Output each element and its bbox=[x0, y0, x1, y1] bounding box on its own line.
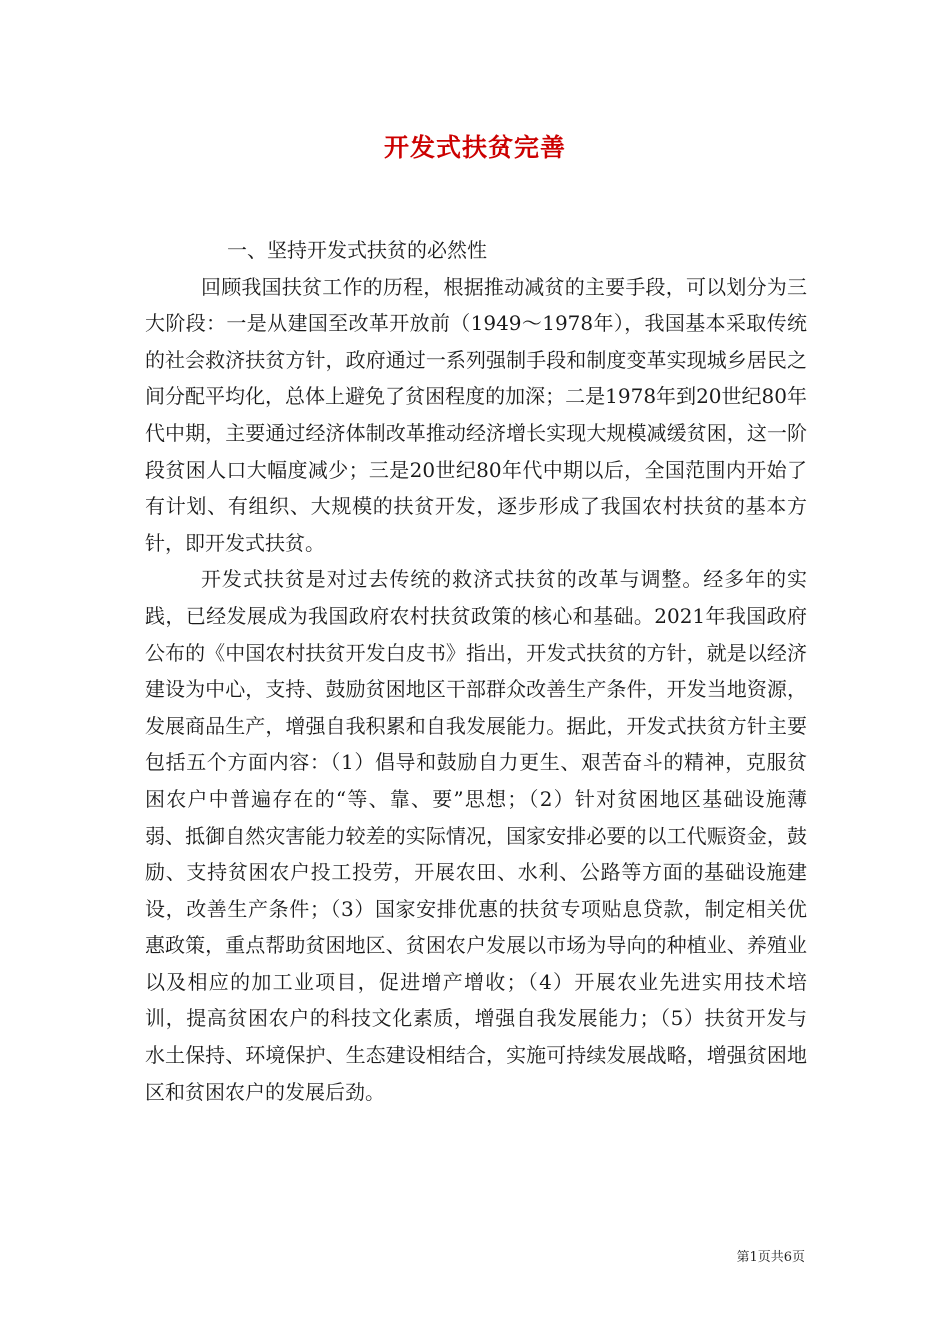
paragraph-1: 回顾我国扶贫工作的历程，根据推动减贫的主要手段，可以划分为三大阶段：一是从建国至改革开放前（1949～1978年），我国基本采取传统的社会救济扶贫方针，政府通过一系列强制手段和制度变革实现城乡居民之间分配平均化，总体上避免了贫困程度的加深；二是1978年到20世纪80年代中期，主要通过经济体制改革推动经济增长实现大规模减缓贫困，这一阶段贫困人口大幅度减少；三是20世纪80年代中期以后，全国范围内开始了有计划、有组织、大规模的扶贫开发，逐步形成了我国农村扶贫的基本方针，即开发式扶贫。 bbox=[145, 274, 807, 555]
document-title: 开发式扶贫完善 bbox=[383, 133, 566, 162]
document-body bbox=[145, 232, 807, 1110]
paragraph-2: 开发式扶贫是对过去传统的救济式扶贫的改革与调整。经多年的实践，已经发展成为我国政府农村扶贫政策的核心和基础。2021年我国政府公布的《中国农村扶贫开发白皮书》指出，开发式扶贫的方针，就是以经济建设为中心，支持、鼓励贫困地区干部群众改善生产条件，开发当地资源，发展商品生产，增强自我积累和自我发展能力。据此，开发式扶贫方针主要包括五个方面内容：（1）倡导和鼓励自力更生、艰苦奋斗的精神，克服贫困农户中普遍存在的“等、靠、要”思想；（2）针对贫困地区基础设施薄弱、抵御自然灾害能力较差的实际情况，国家安排必要的以工代赈资金，鼓励、支持贫困农户投工投劳，开展农田、水利、公路等方面的基础设施建设，改善生产条件；（3）国家安排优惠的扶贫专项贴息贷款，制定相关优惠政策，重点帮助贫困地区、贫困农户发展以市场为导向的种植业、养殖业以及相应的加工业项目，促进增产增收；（4）开展农业先进实用技术培训，提高贫困农户的科技文化素质，增强自我发展能力；（5）扶贫开发与水土保持、环境保护、生态建设相结合，实施可持续发展战略，增强贫困地区和贫困农户的发展后劲。 bbox=[145, 567, 807, 1104]
page-number: 第1页共6页 bbox=[736, 1250, 805, 1265]
section-heading: 一、坚持开发式扶贫的必然性 bbox=[227, 238, 487, 262]
